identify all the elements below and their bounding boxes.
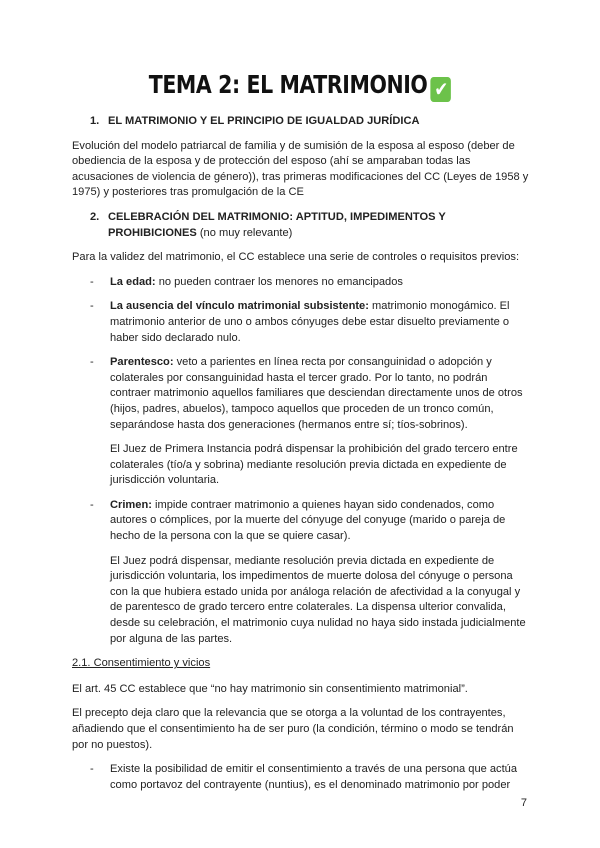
section-heading-1	[72, 114, 530, 130]
list-item-text	[110, 299, 530, 346]
check-mark-icon: ✔	[431, 77, 452, 102]
paragraph: Evolución del modelo patriarcal de familia y de sumisión de la esposa al esposo (deber de obediencia de la esposa y de protección del esposo (ahí se amparaban todas las acusaciones de violencia de género)), tras primeras modificaciones del CC (Leyes de 1958 y 1975) y posteriores tras promulgación de la CE	[72, 139, 529, 199]
list-item-text	[110, 275, 530, 291]
bullet-dash: -	[90, 356, 94, 369]
page-number: 7	[520, 797, 527, 809]
indented-paragraph: El Juez de Primera Instancia podrá dispensar la prohibición del grado tercero entre colaterales (tío/a y sobrina) mediante resolución previa dictada en expediente de jurisdicción voluntaria.	[110, 443, 518, 487]
section-note: (no muy relevante)	[199, 226, 293, 239]
list-item-label: Parentesco:	[110, 356, 174, 369]
list-item-label: La edad:	[110, 275, 156, 288]
list-item-body: Existe la posibilidad de emitir el consentimiento a través de una persona que actúa como portavoz del contrayente (nuntius), es el denominado matrimonio por poder	[110, 763, 518, 791]
section-heading-text: CELEBRACIÓN DEL MATRIMONIO: APTITUD, IMPEDIMENTOS Y PROHIBICIONES	[108, 210, 446, 239]
list-item	[72, 275, 530, 291]
section-heading-2	[72, 210, 530, 241]
paragraph: El art. 45 CC establece que “no hay matrimonio sin consentimiento matrimonial”.	[72, 682, 468, 695]
subsection-heading: 2.1. Consentimiento y vicios	[72, 657, 211, 670]
indented-paragraph: El Juez podrá dispensar, mediante resolución previa dictada en expediente de jurisdicción voluntaria, los impedimentos de muerte dolosa del cónyuge o persona con la que hubiera estado unida por análoga relación de afectividad a la conyugal y de parentesco de grado tercero entre colaterales. La dispensa ulterior convalida, desde su celebración, el matrimonio cuya nulidad no haya sido instada judicialmente por alguna de las partes.	[110, 554, 526, 645]
page-title	[54, 70, 546, 102]
bullet-dash: -	[90, 763, 94, 776]
paragraph: Para la validez del matrimonio, el CC establece una serie de controles o requisitos previos:	[72, 251, 520, 264]
list-item	[72, 299, 530, 346]
list-item-body: no pueden contraer los menores no emancipados	[158, 275, 403, 288]
list-item-label: Crimen:	[110, 498, 152, 511]
list-item	[72, 498, 530, 545]
list-item-label: La ausencia del vínculo matrimonial subsistente:	[110, 300, 369, 313]
list-item-body: impide contraer matrimonio a quienes hayan sido condenados, como autores o cómplices, por la muerte del cónyuge del conyuge (marido o pareja de hecho de la persona con la que se quiere casar).	[110, 498, 506, 543]
section-heading-text: EL MATRIMONIO Y EL PRINCIPIO DE IGUALDAD JURÍDICA	[108, 115, 420, 127]
title-text: TEMA 2: EL MATRIMONIO	[148, 70, 428, 99]
list-item	[72, 762, 530, 793]
bullet-dash: -	[90, 300, 94, 313]
list-item	[72, 355, 530, 433]
section-heading-wrap	[108, 210, 530, 241]
list-item-body: veto a parientes en línea recta por consanguinidad o adopción y colaterales por consanguinidad hasta el tercer grado. Por lo tanto, no podrán contraer matrimonio aquellos familiares que desciendan directamente unos de otros (hijos, padres, abuelos), tampoco aquellos que proceden de un tronco común, separándose hasta dos generaciones (hermanos entre sí; tíos-sobrinos).	[110, 356, 523, 431]
paragraph: El precepto deja claro que la relevancia que se otorga a la voluntad de los contrayentes, añadiendo que el consentimiento ha de ser puro (la condición, término o modo se tendrán por no puestos).	[72, 707, 514, 751]
section-number: 2.	[90, 210, 100, 223]
list-item-text	[110, 498, 530, 545]
bullet-dash: -	[90, 498, 94, 511]
list-item-body: matrimonio monogámico. El matrimonio anterior de uno o ambos cónyuges debe estar disuelto previamente o haber sido declarado nulo.	[110, 300, 510, 344]
document-body	[72, 114, 530, 802]
section-number: 1.	[90, 115, 100, 127]
list-item-text	[110, 355, 530, 433]
bullet-dash: -	[90, 275, 94, 288]
